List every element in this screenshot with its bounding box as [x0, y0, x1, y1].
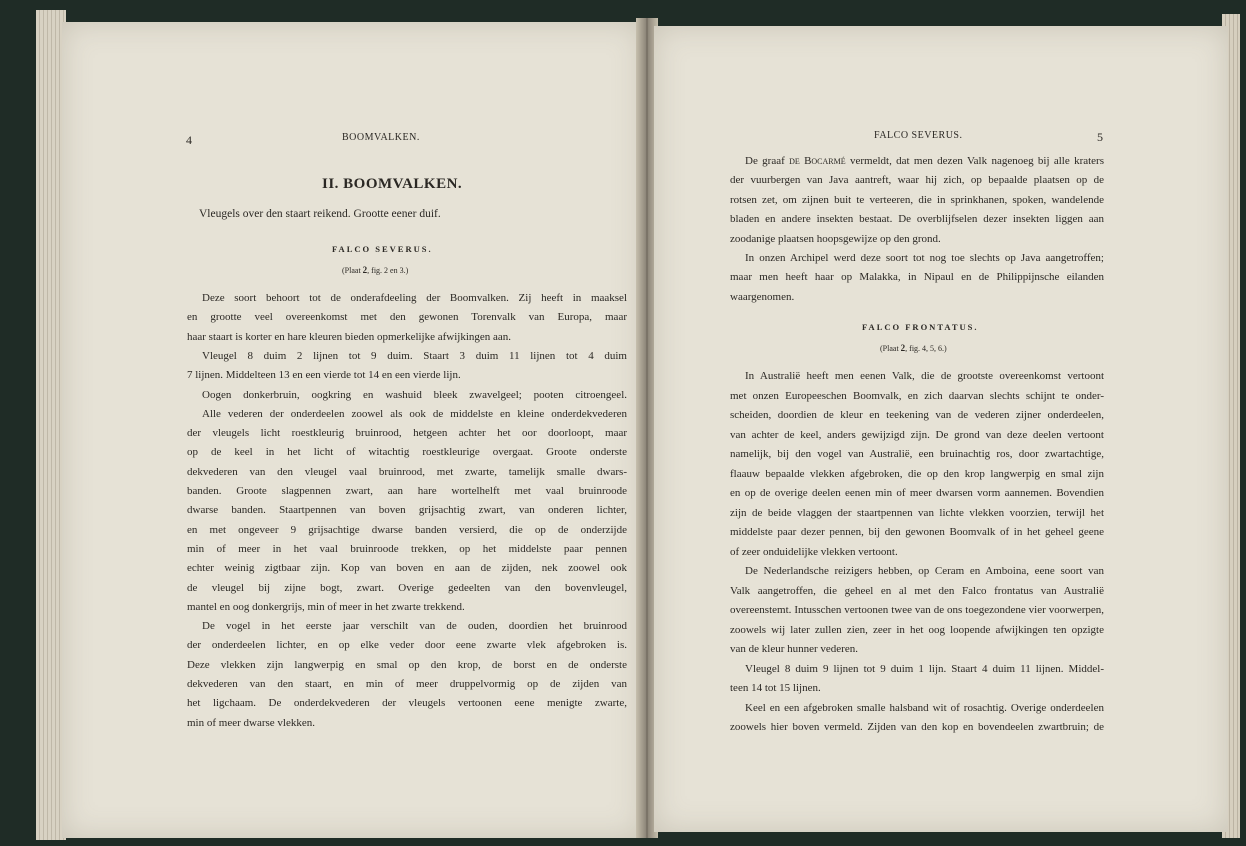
text-line: Deze soort behoort tot de onderafdeeling der Boomvalken. Zij heeft in maaksel [202, 292, 627, 304]
chapter-title: II. BOOMVALKEN. [322, 176, 463, 192]
text-line: dekvederen van den vleugel vaal bruinrood, met zwarte, tamelijk smalle dwars- [187, 465, 627, 478]
left-page [62, 22, 642, 838]
text-line: Keel en een afgebroken smalle halsband wit of rosachtig. Overige onderdeelen [745, 701, 1104, 714]
text-line: zoowels wij later zullen zien, zeer in het oog loopende afwijkingen ten opzigte [730, 623, 1104, 636]
text-line: Vleugel 8 duim 2 lijnen tot 9 duim. Staart 3 duim 11 lijnen tot 4 duim [202, 349, 627, 362]
text-line: zoowels hier boven vermeld. Zijden van den kop en bovendeelen zwartbruin; de [730, 721, 1104, 733]
plate-reference: (Plaat 2, fig. 2 en 3.) [342, 265, 409, 275]
text-line: min of meer dwarse vlekken. [187, 716, 315, 729]
chapter-intro: Vleugels over den staart reikend. Grootte eener duif. [199, 208, 441, 220]
text-line: rotsen zet, om zijnen buit te verteeren, die in sprinkhanen, spoken, wandelende [730, 193, 1104, 206]
text-line: dekvederen van den staart, en min of meer druppelvormig op de zijden van [187, 678, 627, 690]
text-line: Oogen donkerbruin, oogkring en washuid bleek zwavelgeel; pooten citroengeel. [202, 388, 627, 401]
text-line: dwarse banden. Staartpennen van boven grijsachtig zwart, van onderen lichter, [187, 504, 627, 517]
text-line: De graaf de Bocarmé vermeldt, dat men dezen Valk nagenoeg bij alle kraters [745, 155, 1104, 167]
species-heading: FALCO FRONTATUS. [862, 322, 979, 332]
text-line: Alle vederen der onderdeelen zoowel als ook de middelste en kleine onderdekvederen [202, 407, 627, 420]
text-line: bladen en andere insekten bestaat. De overblijfselen dezer insekten liggen aan [730, 213, 1104, 226]
text-line: middelste paar dezer pennen, bij den gewonen Boomvalk of in het geheel geene [730, 526, 1104, 538]
text-line: In onzen Archipel werd deze soort tot nog toe slechts op Java aangetroffen; [745, 252, 1104, 264]
text-line: banden. Groote slagpennen zwart, aan hare wortelhelft met vaal bruinroode [187, 485, 627, 497]
text-line: of zeer onduidelijke vlekken vertoont. [730, 545, 898, 558]
text-line: min of meer in het vaal bruinroode trekken, op het middelste paar pennen [187, 542, 627, 555]
text-line: op de keel in het licht of witachtig roestkleurige overgaat. Groote onderste [187, 446, 627, 459]
text-line: zoodanige plaatsen hoopsgewijze op den grond. [730, 232, 941, 245]
text-line: De Nederlandsche reizigers hebben, op Ceram en Amboina, eene soort van [745, 565, 1104, 577]
text-line: en met ongeveer 9 grijsachtige dwarse banden versierd, die op de onderzijde [187, 523, 627, 536]
text-line: flaauw bepaalde vlekken afgebroken, die op den krop langwerpig en smal zijn [730, 467, 1104, 480]
text-line: De vogel in het eerste jaar verschilt van de ouden, doordien het bruinrood [202, 620, 627, 633]
text-line: der vleugels licht roestkleurig bruinrood, hetgeen achter het oor doorloopt, maar [187, 427, 627, 440]
text-line: mantel en oog donkergrijs, min of meer in het zwarte trekkend. [187, 600, 465, 613]
text-line: met onzen Europeeschen Boomvalk, en zich daarvan slechts schijnt te onder- [730, 389, 1104, 402]
running-head: FALCO SEVERUS. [874, 130, 963, 141]
text-line: der vuurbergen van Java aantreft, waar hij zich, op bepaalde plaatsen op de [730, 174, 1104, 187]
plate-reference: (Plaat 2, fig. 4, 5, 6.) [880, 343, 947, 353]
text-line: de vleugel bij zijne bogt, zwart. Overige gedeelten van den bovenvleugel, [187, 581, 627, 594]
text-line: haar staart is korter en hare kleuren bieden opmerkelijke afwijkingen aan. [187, 330, 512, 343]
text-line: zijn de beide vlaggen der staartpennen van lichte vlekken voorzien, terwijl het [730, 506, 1104, 519]
text-line: en op de overige deelen eenen min of meer dwarsen vorm aannemen. Bovendien [730, 487, 1104, 499]
page-number: 4 [186, 133, 192, 147]
text-line: Valk aangetroffen, die geheel en al met den Falco frontatus van Australië [730, 584, 1104, 597]
text-line: overeenstemt. Intusschen vertoonen twee van de ons toegezondene vier voorwerpen, [730, 604, 1104, 616]
text-line: en grootte veel overeenkomst met den gewonen Torenvalk van Europa, maar [187, 311, 627, 324]
text-line: 7 lijnen. Middelteen 13 en een vierde tot 14 en een vierde lijn. [187, 369, 461, 382]
page-number: 5 [1097, 130, 1103, 144]
text-line: van achter de keel, anders gewijzigd zijn. De grond van deze deelen vertoont [730, 428, 1104, 441]
running-head: BOOMVALKEN. [342, 132, 420, 143]
text-line: waargenomen. [730, 290, 795, 303]
text-line: teen 14 tot 15 lijnen. [730, 682, 821, 694]
text-line: Deze vlekken zijn langwerpig en smal op den krop, de borst en de onderste [187, 658, 627, 671]
right-page [654, 26, 1228, 832]
text-line: namelijk, bij den vogel van Australië, een bruinachtig ros, door zwartachtige, [730, 448, 1104, 460]
text-line: van de kleur hunner vederen. [730, 643, 858, 655]
species-heading: FALCO SEVERUS. [332, 244, 433, 254]
text-line: der onderdeelen lichter, en op elke veder door eene zwarte vlek afgebroken is. [187, 639, 627, 652]
text-line: scheiden, doordien de kleur en teekening van de vederen zijner onderdeelen, [730, 409, 1104, 421]
text-line: In Australië heeft men eenen Valk, die de grootste overeenkomst vertoont [745, 370, 1104, 382]
text-line: Vleugel 8 duim 9 lijnen tot 9 duim 1 lijn. Staart 4 duim 11 lijnen. Middel- [745, 662, 1104, 675]
text-line: maar men heeft haar op Malakka, in Nipaul en de Philippijnsche eilanden [730, 271, 1104, 284]
text-line: echter weinig zigtbaar zijn. Kop van boven en aan de zijden, nek zoowel ook [187, 562, 627, 575]
text-line: het ligchaam. De onderdekvederen der vleugels vertoonen eene menigte zwarte, [187, 697, 627, 710]
